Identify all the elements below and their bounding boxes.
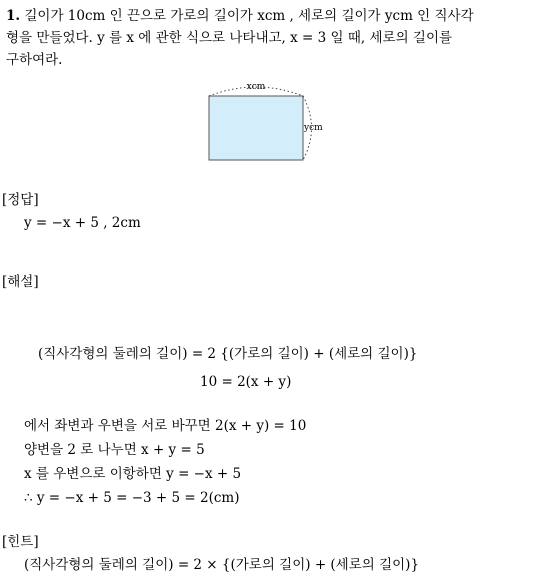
- step-2: 양변을 2 로 나누면 x + y = 5: [24, 442, 205, 458]
- side-label: ycm: [304, 123, 323, 133]
- problem-line-1: [6, 6, 474, 26]
- step-3: x 를 우변으로 이항하면 y = −x + 5: [24, 466, 242, 482]
- problem-text-line-1: 길이가 10cm 인 끈으로 가로의 길이가 xcm , 세로의 길이가 ycm 인 직사각: [24, 8, 474, 24]
- step-4: ∴ y = −x + 5 = −3 + 5 = 2(cm): [24, 490, 240, 506]
- formula-2: 10 = 2(x + y): [200, 374, 292, 390]
- problem-text-line-2: 형을 만들었다. y 를 x 에 관한 식으로 나타내고, x = 3 일 때, 세로의 길이를: [6, 30, 453, 46]
- top-label: xcm: [246, 82, 266, 92]
- answer-heading: [정답]: [2, 192, 39, 208]
- problem-number: 1.: [6, 8, 21, 24]
- hint-heading: [힌트]: [2, 534, 39, 550]
- explanation-heading: [해설]: [2, 274, 39, 290]
- hint-text: (직사각형의 둘레의 길이) = 2 × {(가로의 길이) + (세로의 길이)}: [24, 557, 420, 573]
- rectangle-diagram: [200, 78, 340, 168]
- formula-1: (직사각형의 둘레의 길이) = 2 {(가로의 길이) + (세로의 길이)}: [38, 346, 418, 362]
- step-1: 에서 좌변과 우변을 서로 바꾸면 2(x + y) = 10: [24, 418, 307, 434]
- rectangle: [209, 96, 303, 160]
- problem-line-2: [6, 28, 452, 48]
- problem-line-3: [6, 50, 62, 70]
- answer-text: y = −x + 5 , 2cm: [24, 215, 141, 231]
- problem-text-line-3: 구하여라.: [6, 52, 63, 68]
